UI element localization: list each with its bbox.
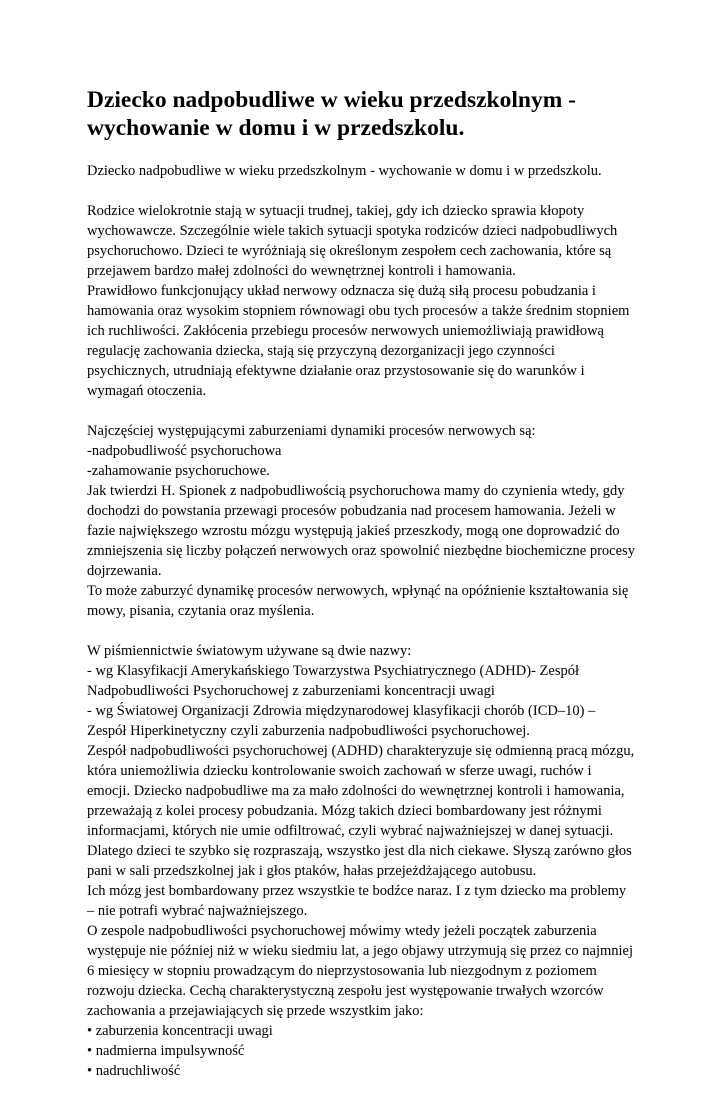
document-title xyxy=(87,86,647,142)
text-line: -nadpobudliwość psychoruchowa xyxy=(87,443,282,459)
text-line: ich ruchliwości. Zakłócenia przebiegu procesów nerwowych uniemożliwiają prawidłową xyxy=(87,323,604,339)
text-line: dojrzewania. xyxy=(87,563,162,579)
text-line: regulację zachowania dziecka, stają się przyczyną dezorganizacji jego czynności xyxy=(87,343,555,359)
text-line: – nie potrafi wybrać najważniejszego. xyxy=(87,903,308,919)
text-line: Dlatego dzieci te szybko się rozpraszają, wszystko jest dla nich ciekawe. Słyszą zarówno głos xyxy=(87,843,632,859)
text-line: 6 miesięcy w stopniu prowadzącym do nieprzystosowania lub niezgodnym z poziomem xyxy=(87,963,597,979)
text-line: Rodzice wielokrotnie stają w sytuacji trudnej, takiej, gdy ich dziecko sprawia kłopoty xyxy=(87,203,585,219)
text-line: zachowania a przejawiających się przede wszystkim jako: xyxy=(87,1003,424,1019)
text-line: przejawem bardzo małej zdolności do wewnętrznej kontroli i hamowania. xyxy=(87,263,516,279)
text-line: dochodzi do powstania przewagi procesów pobudzania nad procesem hamowania. Jeżeli w xyxy=(87,503,616,519)
text-line: wymagań otoczenia. xyxy=(87,383,207,399)
text-line: -zahamowanie psychoruchowe. xyxy=(87,463,270,479)
text-line: O zespole nadpobudliwości psychoruchowej mówimy wtedy jeżeli początek zaburzenia xyxy=(87,923,597,939)
document-subtitle: Dziecko nadpobudliwe w wieku przedszkolnym - wychowanie w domu i w przedszkolu. xyxy=(87,163,602,179)
title-line: wychowanie w domu i w przedszkolu. xyxy=(87,115,465,141)
text-line: emocji. Dziecko nadpobudliwe ma za mało zdolności do wewnętrznej kontroli i hamowania, xyxy=(87,783,625,799)
text-line: - wg Światowej Organizacji Zdrowia międzynarodowej klasyfikacji chorób (ICD–10) – xyxy=(87,703,596,719)
text-line: informacjami, których nie umie odfiltrować, czyli wybrać najważniejszej w danej sytuacji. xyxy=(87,823,614,839)
title-line: Dziecko nadpobudliwe w wieku przedszkolnym - xyxy=(87,87,576,113)
paragraph-block xyxy=(87,641,647,1081)
text-line: Nadpobudliwości Psychoruchowej z zaburzeniami koncentracji uwagi xyxy=(87,683,495,699)
bullet-item: • zaburzenia koncentracji uwagi xyxy=(87,1023,273,1039)
paragraph-block xyxy=(87,421,647,621)
text-line: - wg Klasyfikacji Amerykańskiego Towarzystwa Psychiatrycznego (ADHD)- Zespół xyxy=(87,663,579,679)
paragraph-block xyxy=(87,201,647,401)
text-line: Jak twierdzi H. Spionek z nadpobudliwością psychoruchowa mamy do czynienia wtedy, gdy xyxy=(87,483,625,499)
text-line: Najczęściej występującymi zaburzeniami dynamiki procesów nerwowych są: xyxy=(87,423,536,439)
text-line: występuje nie później niż w wieku siedmiu lat, a jego objawy utrzymują się przez co najmniej xyxy=(87,943,634,959)
text-line: pani w sali przedszkolnej jak i głos ptaków, hałas przejeżdżającego autobusu. xyxy=(87,863,537,879)
text-line: psychoruchowo. Dzieci te wyróżniają się określonym zespołem cech zachowania, które są xyxy=(87,243,612,259)
text-line: przeważają z kolei procesy pobudzania. Mózg takich dzieci bombardowany jest różnymi xyxy=(87,803,602,819)
bullet-item: • nadruchliwość xyxy=(87,1063,181,1079)
document-page xyxy=(87,86,647,1101)
text-line: zmniejszenia się liczby połączeń nerwowych oraz spowolnić niezbędne biochemiczne procesy xyxy=(87,543,635,559)
text-line: wychowawcze. Szczególnie wiele takich sytuacji spotyka rodziców dzieci nadpobudliwych xyxy=(87,223,618,239)
text-line: To może zaburzyć dynamikę procesów nerwowych, wpłynąć na opóźnienie kształtowania się xyxy=(87,583,629,599)
text-line: Ich mózg jest bombardowany przez wszystkie te bodźce naraz. I z tym dziecko ma problemy xyxy=(87,883,627,899)
text-line: Zespół nadpobudliwości psychoruchowej (ADHD) charakteryzuje się odmienną pracą mózgu, xyxy=(87,743,635,759)
text-line: rozwoju dziecka. Cechą charakterystyczną zespołu jest występowanie trwałych wzorców xyxy=(87,983,604,999)
text-line: Zespół Hiperkinetyczny czyli zaburzenia nadpobudliwości psychoruchowej. xyxy=(87,723,530,739)
text-line: mowy, pisania, czytania oraz myślenia. xyxy=(87,603,315,619)
text-line: Prawidłowo funkcjonujący układ nerwowy odznacza się dużą siłą procesu pobudzania i xyxy=(87,283,596,299)
text-line: fazie największego wzrostu mózgu występują jakieś przeszkody, mogą one doprowadzić do xyxy=(87,523,620,539)
text-line: która uniemożliwia dziecku kontrolowanie swoich zachowań w sferze uwagi, ruchów i xyxy=(87,763,592,779)
text-line: hamowania oraz wysokim stopniem równowagi obu tych procesów a także średnim stopniem xyxy=(87,303,630,319)
text-line: W piśmiennictwie światowym używane są dwie nazwy: xyxy=(87,643,412,659)
bullet-item: • nadmierna impulsywność xyxy=(87,1043,245,1059)
text-line: psychicznych, utrudniają efektywne działanie oraz przystosowanie się do warunków i xyxy=(87,363,585,379)
